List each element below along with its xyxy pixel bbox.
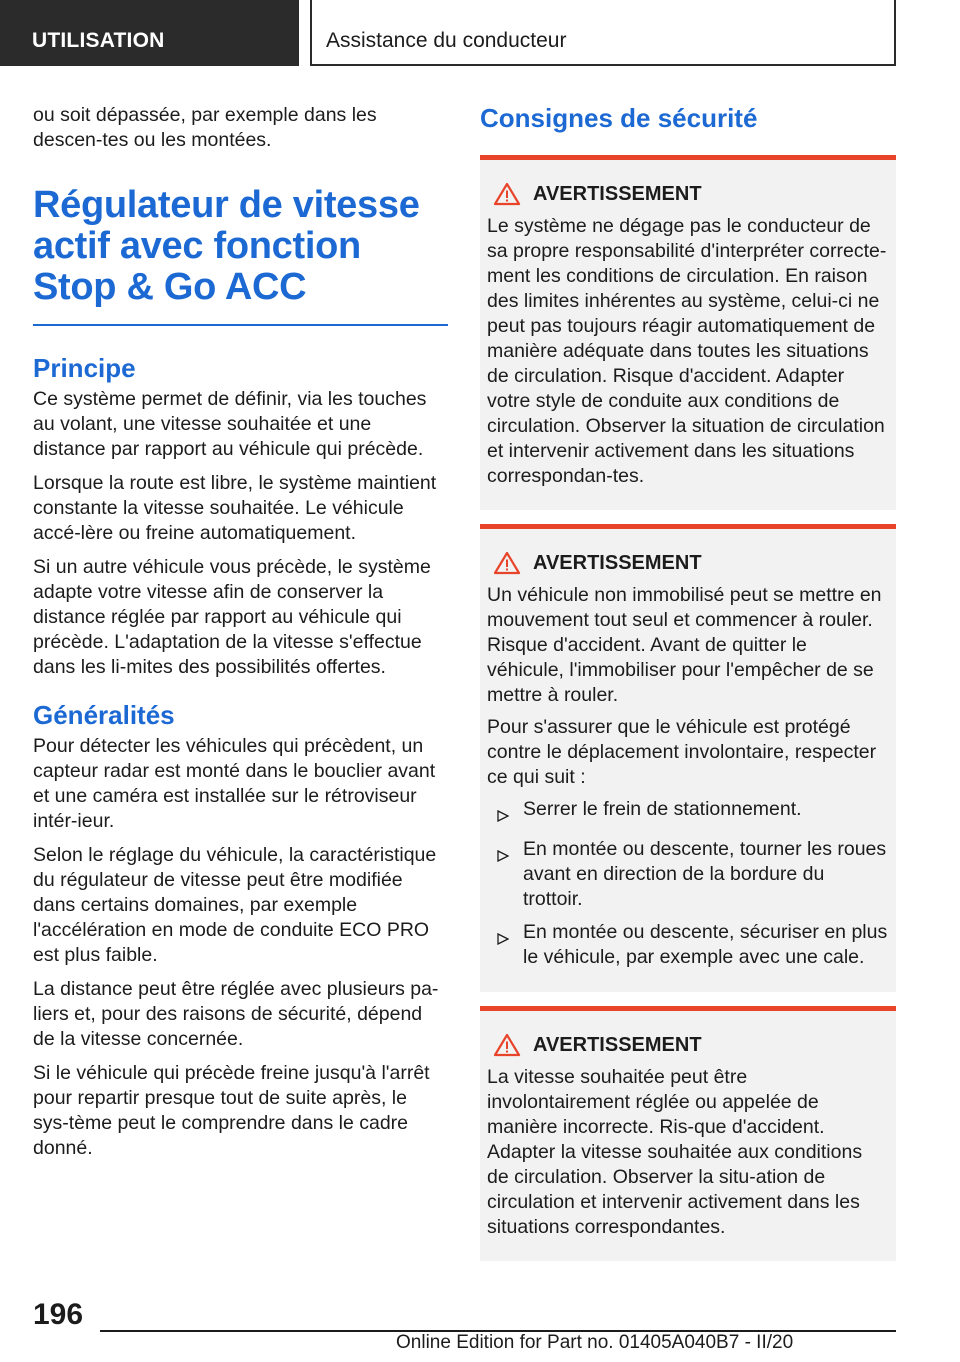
generalites-paragraph: Si le véhicule qui précède freine jusqu'à l'arrêt pour repartir presque tout de suite après, le sys-tème peut le comprendre dans le cadre donné. xyxy=(33,1061,430,1159)
bullet-triangle-icon xyxy=(497,920,523,970)
generalites-paragraph: La distance peut être réglée avec plusieurs pa-liers et, pour des raisons de sécurité, dépend de la vitesse concernée. xyxy=(33,977,439,1050)
bullet-triangle-icon xyxy=(497,837,523,912)
list-item xyxy=(497,837,889,912)
title-divider xyxy=(33,324,448,326)
principe-heading: Principe xyxy=(33,352,136,383)
principe-paragraph: Si un autre véhicule vous précède, le système adapte votre vitesse afin de conserver la distance réglée par rapport au véhicule qui précède. L'adaptation de la vitesse s'effectue dans les li-mites des possibilités offertes. xyxy=(33,555,431,678)
warning-header xyxy=(487,551,889,575)
warning-text: Pour s'assurer que le véhicule est protégé contre le déplacement involontaire, respecter ce qui suit : xyxy=(487,716,877,788)
warning-text: Le système ne dégage pas le conducteur de sa propre responsabilité d'interpréter correcte-ment les conditions de circulation. En raison des limites inhérentes au système, celui-ci ne peut pas toujours réagir automatiquement de manière adéquate dans toutes les situations de circulation. Risque d'accident. Adapter votre style de conduite aux conditions de circulation. Observer la situation de circulation et intervenir activement dans les situations correspondan-tes. xyxy=(487,215,887,487)
list-item-text: Serrer le frein de stationnement. xyxy=(523,798,802,820)
generalites-heading: Généralités xyxy=(33,699,175,730)
warning-text: Un véhicule non immobilisé peut se mettre en mouvement tout seul et commencer à rouler. Risque d'accident. Avant de quitter le véhicule, l'immobiliser pour l'empêcher de se mettre à rouler. xyxy=(487,584,882,706)
principe-paragraph: Ce système permet de définir, via les touches au volant, une vitesse souhaitée et une distance par rapport au véhicule qui précède. xyxy=(33,387,427,460)
warning-triangle-icon xyxy=(493,1033,521,1057)
intro-paragraph: ou soit dépassée, par exemple dans les descen-tes ou les montées. xyxy=(33,104,377,151)
header-chapter-title: Assistance du conducteur xyxy=(310,0,896,66)
safety-heading: Consignes de sécurité xyxy=(480,103,758,133)
warning-label: AVERTISSEMENT xyxy=(533,182,702,205)
warning-box xyxy=(480,524,896,992)
page-number: 196 xyxy=(33,1298,84,1331)
warning-text: La vitesse souhaitée peut être involontairement réglée ou appelée de manière incorrecte. Ris-que d'accident. Adapter la vitesse souhaitée aux conditions de circulation. Observer la situ-ation de circulation et intervenir activement dans les situations correspondantes. xyxy=(487,1066,863,1238)
warning-box xyxy=(480,1006,896,1261)
list-item xyxy=(497,920,889,970)
warning-label: AVERTISSEMENT xyxy=(533,551,702,574)
warning-label: AVERTISSEMENT xyxy=(533,1033,702,1056)
bullet-triangle-icon xyxy=(497,797,523,829)
footer-edition: Online Edition for Part no. 01405A040B7 - II/20 xyxy=(396,1332,794,1353)
principe-paragraph: Lorsque la route est libre, le système maintient constante la vitesse souhaitée. Le véhicule accé-lère ou freine automatiquement. xyxy=(33,471,437,544)
header-section-tab: UTILISATION xyxy=(0,0,299,66)
warning-box xyxy=(480,155,896,510)
list-item xyxy=(497,797,889,829)
warning-triangle-icon xyxy=(493,182,521,206)
bullet-list xyxy=(487,797,889,970)
main-title: Régulateur de vitesse actif avec fonction Stop & Go ACC xyxy=(33,184,420,308)
warning-header xyxy=(487,1033,889,1057)
generalites-paragraph: Pour détecter les véhicules qui précèdent, un capteur radar est monté dans le bouclier avant et une caméra est installée sur le rétroviseur intér-ieur. xyxy=(33,734,436,832)
list-item-text: En montée ou descente, sécuriser en plus le véhicule, par exemple avec une cale. xyxy=(523,921,888,968)
generalites-paragraph: Selon le réglage du véhicule, la caractéristique du régulateur de vitesse peut être modifiée dans certains domaines, par exemple l'accélération en mode de conduite ECO PRO est plus faible. xyxy=(33,843,437,966)
list-item-text: En montée ou descente, tourner les roues avant en direction de la bordure du trottoir. xyxy=(523,838,887,910)
warning-header xyxy=(487,182,889,206)
left-column xyxy=(33,103,448,1170)
right-column xyxy=(480,103,896,1275)
warning-triangle-icon xyxy=(493,551,521,575)
